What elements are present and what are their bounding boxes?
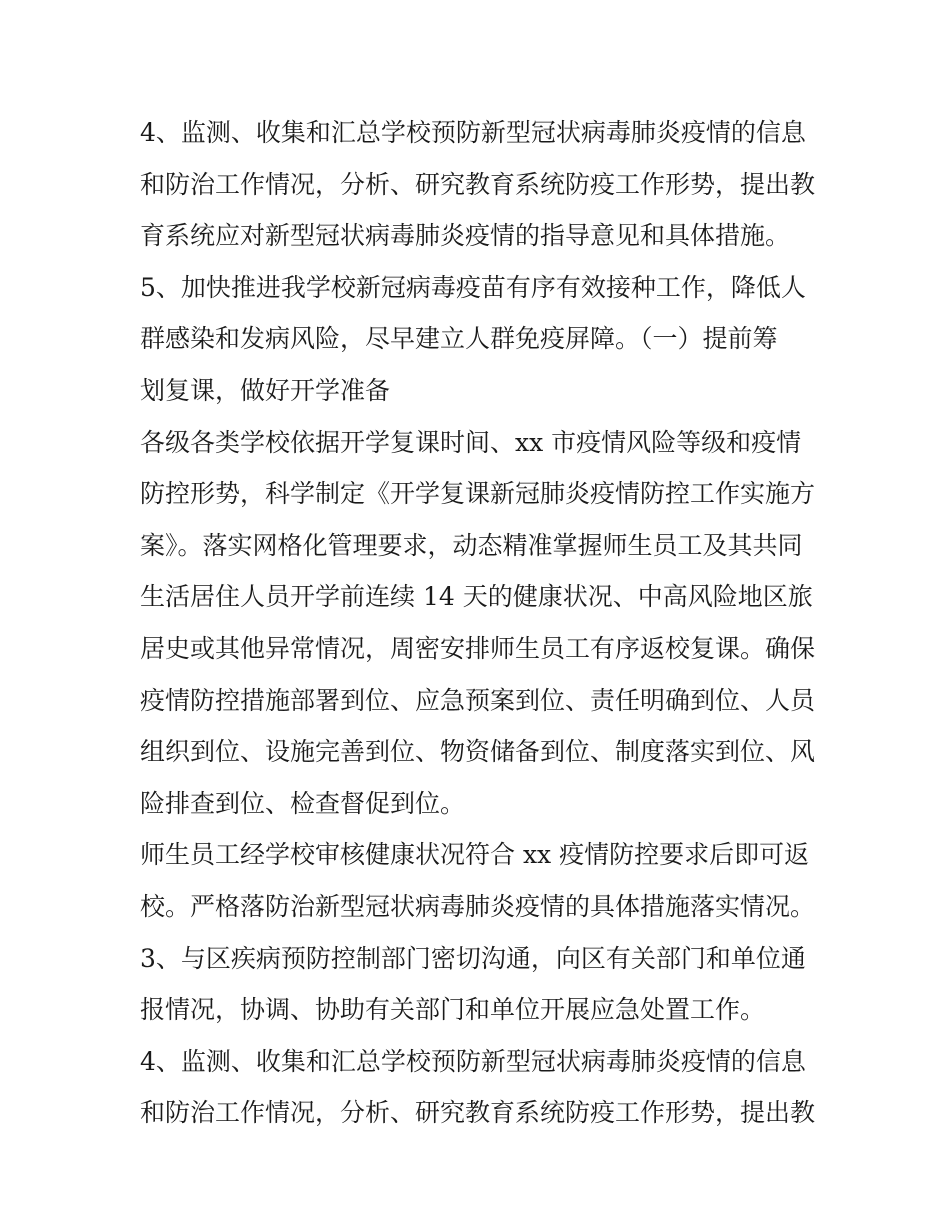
text-line: 和防治工作情况，分析、研究教育系统防疫工作形势，提出教 <box>140 1098 816 1128</box>
text-line: 和防治工作情况，分析、研究教育系统防疫工作形势，提出教 <box>140 169 816 199</box>
text-line: 5、加快推进我学校新冠病毒疫苗有序有效接种工作，降低人 <box>140 272 806 302</box>
text-line: 险排查到位、检查督促到位。 <box>140 788 466 818</box>
text-line: 案》。落实网格化管理要求，动态精准掌握师生员工及其共同 <box>140 530 803 560</box>
text-line: 4、监测、收集和汇总学校预防新型冠状病毒肺炎疫情的信息 <box>140 118 806 147</box>
text-line: 居史或其他异常情况，周密安排师生员工有序返校复课。确保 <box>140 633 816 663</box>
document-body <box>140 107 820 1139</box>
text-line: 组织到位、设施完善到位、物资储备到位、制度落实到位、风 <box>140 737 816 767</box>
text-line: 报情况，协调、协助有关部门和单位开展应急处置工作。 <box>140 995 766 1025</box>
text-line: 生活居住人员开学前连续 14 天的健康状况、中高风险地区旅 <box>140 582 813 612</box>
text-line: 各级各类学校依据开学复课时间、xx 市疫情风险等级和疫情 <box>140 427 802 457</box>
text-line: 疫情防控措施部署到位、应急预案到位、责任明确到位、人员 <box>140 685 816 715</box>
text-line: 校。严格落防治新型冠状病毒肺炎疫情的具体措施落实情况。 <box>140 891 816 921</box>
text-line: 3、与区疾病预防控制部门密切沟通，向区有关部门和单位通 <box>140 943 806 973</box>
text-line: 防控形势，科学制定《开学复课新冠肺炎疫情防控工作实施方 <box>140 479 816 509</box>
text-line: 4、监测、收集和汇总学校预防新型冠状病毒肺炎疫情的信息 <box>140 1046 806 1076</box>
text-line: 育系统应对新型冠状病毒肺炎疫情的指导意见和具体措施。 <box>140 221 791 251</box>
text-line: 划复课，做好开学准备 <box>140 375 391 405</box>
text-line: 师生员工经学校审核健康状况符合 xx 疫情防控要求后即可返 <box>140 840 810 870</box>
text-line: 群感染和发病风险，尽早建立人群免疫屏障。（一）提前筹 <box>140 324 778 354</box>
